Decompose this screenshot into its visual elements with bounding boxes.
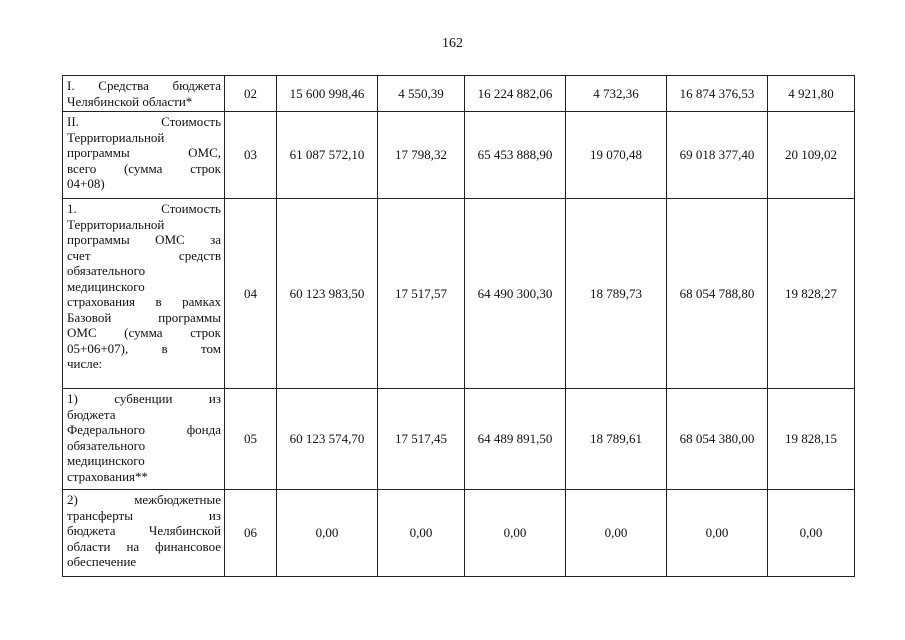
- row-label-line: обеспечение: [67, 554, 137, 569]
- value-cell: 18 789,73: [566, 199, 667, 389]
- row-label-line: 04+08): [67, 176, 105, 191]
- value-cell: 18 789,61: [566, 389, 667, 490]
- row-label: [63, 389, 225, 490]
- value-cell: 0,00: [277, 490, 378, 577]
- page-number: 162: [442, 36, 463, 51]
- row-label-line: бюджета Челябинской: [67, 523, 221, 538]
- row-label-line: страхования**: [67, 468, 149, 484]
- row-label-line: страхования в рамках: [67, 294, 221, 309]
- row-label-line: трансферты из: [67, 507, 221, 523]
- table-row: [63, 76, 855, 112]
- value-cell: 0,00: [768, 490, 855, 577]
- value-cell: 17 517,57: [378, 199, 465, 389]
- value-cell: 16 224 882,06: [465, 76, 566, 112]
- table-row: [63, 199, 855, 389]
- value-cell: 0,00: [378, 490, 465, 577]
- row-label-line: числе:: [67, 356, 103, 371]
- value-cell: 0,00: [667, 490, 768, 577]
- value-cell: 19 828,15: [768, 389, 855, 490]
- row-label-line: Челябинской области*: [67, 93, 193, 109]
- row-label-line: всего (сумма строк: [67, 160, 221, 176]
- row-label-line: Территориальной: [67, 216, 165, 232]
- row-label-line: Базовой программы: [67, 309, 221, 325]
- value-cell: 17 517,45: [378, 389, 465, 490]
- value-cell: 64 490 300,30: [465, 199, 566, 389]
- value-cell: 68 054 380,00: [667, 389, 768, 490]
- value-cell: 64 489 891,50: [465, 389, 566, 490]
- row-label-line: области на финансовое: [67, 538, 221, 554]
- table-row: [63, 389, 855, 490]
- value-cell: 0,00: [465, 490, 566, 577]
- row-label-line: I. Средства бюджета: [67, 78, 221, 93]
- value-cell: 20 109,02: [768, 112, 855, 199]
- row-label-line: 1) субвенции из: [67, 391, 221, 406]
- value-cell: 0,00: [566, 490, 667, 577]
- row-label-line: программы ОМС,: [67, 145, 221, 160]
- value-cell: 4 550,39: [378, 76, 465, 112]
- value-cell: 15 600 998,46: [277, 76, 378, 112]
- row-code: 05: [225, 389, 277, 490]
- value-cell: 61 087 572,10: [277, 112, 378, 199]
- row-label: [63, 199, 225, 389]
- value-cell: 19 828,27: [768, 199, 855, 389]
- table-row: [63, 490, 855, 577]
- row-label-line: 1. Стоимость: [67, 201, 221, 216]
- value-cell: 17 798,32: [378, 112, 465, 199]
- value-cell: 60 123 983,50: [277, 199, 378, 389]
- row-label-line: 2) межбюджетные: [67, 492, 221, 507]
- value-cell: 68 054 788,80: [667, 199, 768, 389]
- row-label-line: обязательного: [67, 263, 146, 278]
- row-code: 02: [225, 76, 277, 112]
- row-code: 03: [225, 112, 277, 199]
- value-cell: 69 018 377,40: [667, 112, 768, 199]
- row-label-line: II. Стоимость: [67, 114, 221, 129]
- row-code: 04: [225, 199, 277, 389]
- row-label: [63, 112, 225, 199]
- row-label-line: 05+06+07), в том: [67, 340, 221, 356]
- row-label: [63, 76, 225, 112]
- value-cell: 4 732,36: [566, 76, 667, 112]
- value-cell: 65 453 888,90: [465, 112, 566, 199]
- row-label-line: программы ОМС за: [67, 232, 221, 247]
- value-cell: 19 070,48: [566, 112, 667, 199]
- row-label-line: Федерального фонда: [67, 422, 221, 437]
- budget-table: [62, 75, 855, 577]
- row-label-line: Территориальной: [67, 129, 165, 145]
- row-label-line: бюджета: [67, 406, 116, 422]
- row-label-line: медицинского: [67, 453, 145, 468]
- row-label-line: медицинского: [67, 278, 145, 294]
- row-label-line: обязательного: [67, 437, 146, 453]
- value-cell: 4 921,80: [768, 76, 855, 112]
- value-cell: 60 123 574,70: [277, 389, 378, 490]
- row-label-line: счет средств: [67, 247, 221, 263]
- row-label-line: ОМС (сумма строк: [67, 325, 221, 340]
- value-cell: 16 874 376,53: [667, 76, 768, 112]
- table-row: [63, 112, 855, 199]
- row-code: 06: [225, 490, 277, 577]
- row-label: [63, 490, 225, 577]
